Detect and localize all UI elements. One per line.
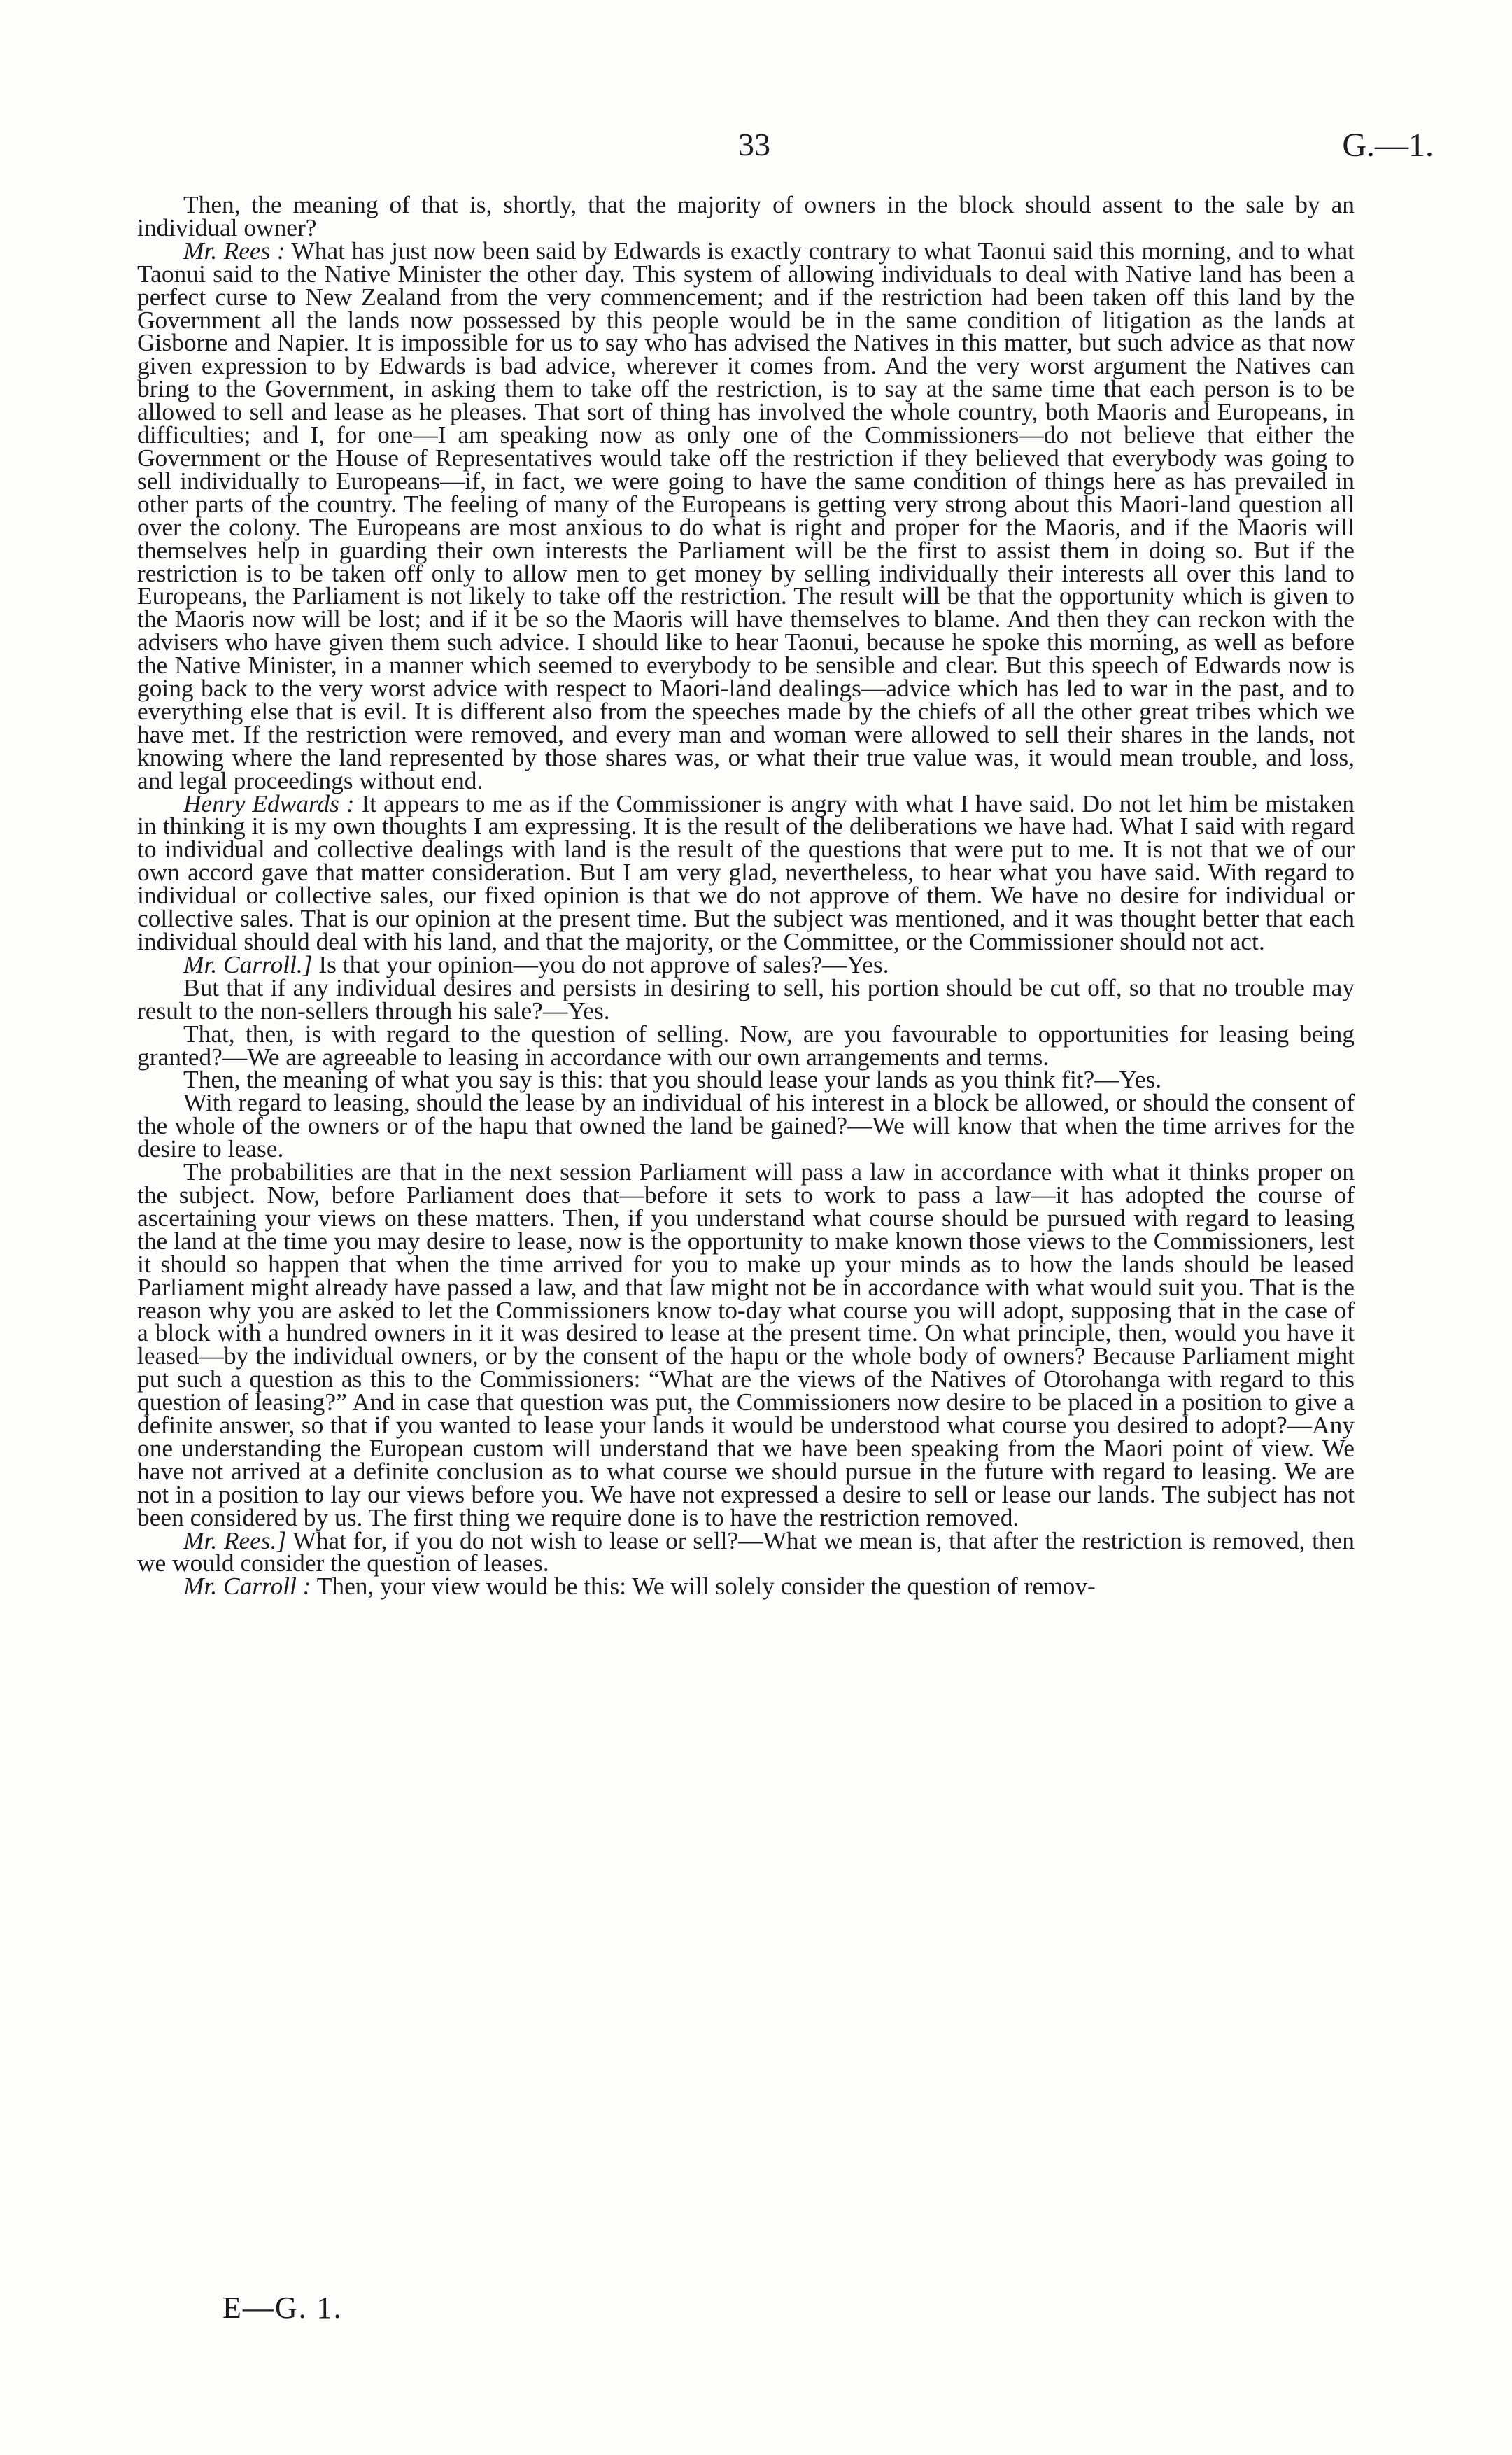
- paragraph: [137, 1160, 1355, 1529]
- paragraph-text: Is that your opinion—you do not approve of sales?—Yes.: [312, 950, 889, 978]
- paragraph-text: With regard to leasing, should the lease by an individual of his interest in a block be allowed, or should the consent of the whole of the owners or of the hapu that owned the land be gained?—We will know that when the time arrives for the desire to lease.: [137, 1088, 1355, 1163]
- speaker-label: Mr. Rees.]: [183, 1526, 287, 1554]
- paragraph-text: But that if any individual desires and persists in desiring to sell, his portion should be cut off, so that no trouble may result to the non-sellers through his sale?—Yes.: [137, 973, 1355, 1025]
- paragraph: [137, 789, 1355, 955]
- body-text: [137, 190, 1355, 1601]
- paragraph: [137, 1019, 1355, 1071]
- paragraph-text: That, then, is with regard to the question of selling. Now, are you favourable to opportunities for leasing being granted?—We are agreeable to leasing in accordance with our own arrangements and terms.: [137, 1019, 1355, 1071]
- paragraph: [137, 190, 1355, 241]
- paragraph-text: Then, your view would be this: We will solely consider the question of remov-: [311, 1572, 1096, 1601]
- paragraph: [137, 1526, 1355, 1577]
- page-number: 33: [738, 127, 770, 162]
- paragraph: [137, 236, 1355, 794]
- document-code: G.—1.: [1342, 127, 1434, 164]
- paragraph: [137, 973, 1355, 1025]
- paragraph-text: Then, the meaning of what you say is this: that you should lease your lands as you think fit?—Yes.: [183, 1065, 1162, 1094]
- paragraph-text: What for, if you do not wish to lease or sell?—What we mean is, that after the restriction is removed, then we would consider the question of leases.: [137, 1526, 1355, 1577]
- paragraph-text: What has just now been said by Edwards is exactly contrary to what Taonui said this morning, and to what Taonui said to the Native Minister the other day. This system of allowing individuals to deal with Native land has been a perfect curse to New Zealand from the very commencement; and if the restriction had been taken off this land by the Government all the lands now possessed by this people would be in the same condition of litigation as the lands at Gisborne and Napier. It is impossible for us to say who has advised the Natives in this matter, but such advice as that now given expression to by Edwards is bad advice, wherever it comes from. And the very worst argument the Natives can bring to the Government, in asking them to take off the restriction, is to say at the same time that each person is to be allowed to sell and lease as he pleases. That sort of thing has involved the whole country, both Maoris and Europeans, in difficulties; and I, for one—I am speaking now as only one of the Commissioners—do not believe that either the Government or the House of Representatives would take off the restriction if they believed that everybody was going to sell individually to Europeans—if, in fact, we were going to have the same condition of things here as has prevailed in other parts of the country. The feeling of many of the Europeans is getting very strong about this Maori-land question all over the colony. The Europeans are most anxious to do what is right and proper for the Maoris, and if the Maoris will themselves help in guarding their own interests the Parliament will be the first to assist them in doing so. But if the restriction is to be taken off only to allow men to get money by selling individually their interests all over this land to Europeans, the Parliament is not likely to take off the restriction. The result will be that the opportunity which is given to the Maoris now will be lost; and if it be so the Maoris will have themselves to blame. And then they can reckon with the advisers who have given them such advice. I should like to hear Taonui, because he spoke this morning, as well as before the Native Minister, in a manner which seemed to everybody to be sensible and clear. But this speech of Edwards now is going back to the very worst advice with respect to Maori-land dealings—advice which has led to war in the past, and to everything else that is evil. It is different also from the speeches made by the chiefs of all the other great tribes which we have met. If the restriction were removed, and every man and woman were allowed to sell their shares in the lands, not knowing where the land represented by those shares was, or what their true value was, it would mean trouble, and loss, and legal proceedings without end.: [137, 236, 1355, 794]
- speaker-label: Henry Edwards :: [183, 789, 355, 817]
- paragraph-text: It appears to me as if the Commissioner is angry with what I have said. Do not let him be mistaken in thinking it is my own thoughts I am expressing. It is the result of the deliberations we have had. What I said with regard to individual and collective dealings with land is the result of the questions that were put to me. It is not that we of our own accord gave that matter consideration. But I am very glad, nevertheless, to hear what you have said. With regard to individual or collective sales, our fixed opinion is that we do not approve of them. We have no desire for individual or collective sales. That is our opinion at the present time. But the subject was mentioned, and it was thought better that each individual should deal with his land, and that the majority, or the Committee, or the Commissioner should not act.: [137, 789, 1355, 955]
- speaker-label: Mr. Carroll.]: [183, 950, 313, 978]
- paragraph-text: The probabilities are that in the next session Parliament will pass a law in accordance with what it thinks proper on the subject. Now, before Parliament does that—before it sets to work to pass a law—it has adopted the course of ascertaining your views on these matters. Then, if you understand what course should be pursued with regard to leasing the land at the time you may desire to lease, now is the opportunity to make known those views to the Commissioners, lest it should so happen that when the time arrived for you to make up your minds as to how the lands should be leased Parliament might already have passed a law, and that law might not be in accordance with what would suit you. That is the reason why you are asked to let the Commissioners know to-day what course you will adopt, supposing that in the case of a block with a hundred owners in it it was desired to lease at the present time. On what principle, then, would you have it leased—by the individual owners, or by the consent of the hapu or the whole body of owners? Because Parliament might put such a question as this to the Commissioners: “What are the views of the Natives of Otorohanga with regard to this question of leasing?” And in case that question was put, the Commissioners now desire to be placed in a position to give a definite answer, so that if you wanted to lease your lands it would be understood what course you desired to adopt?—Any one understanding the European custom will understand that we have been speaking from the Maori point of view. We have not arrived at a definite conclusion as to what course we should pursue in the future with regard to leasing. We are not in a position to lay our views before you. We have not expressed a desire to sell or lease our lands. The subject has not been considered by us. The first thing we require done is to have the restriction removed.: [137, 1158, 1355, 1531]
- speaker-label: Mr. Rees :: [183, 236, 285, 265]
- speaker-label: Mr. Carroll :: [183, 1572, 311, 1601]
- footer-document-code: E—G. 1.: [222, 2291, 343, 2325]
- paragraph-text: Then, the meaning of that is, shortly, that the majority of owners in the block should assent to the sale by an individual owner?: [137, 190, 1355, 241]
- paragraph: [137, 1088, 1355, 1163]
- page-header: [0, 126, 1512, 168]
- paragraph: [137, 1572, 1355, 1601]
